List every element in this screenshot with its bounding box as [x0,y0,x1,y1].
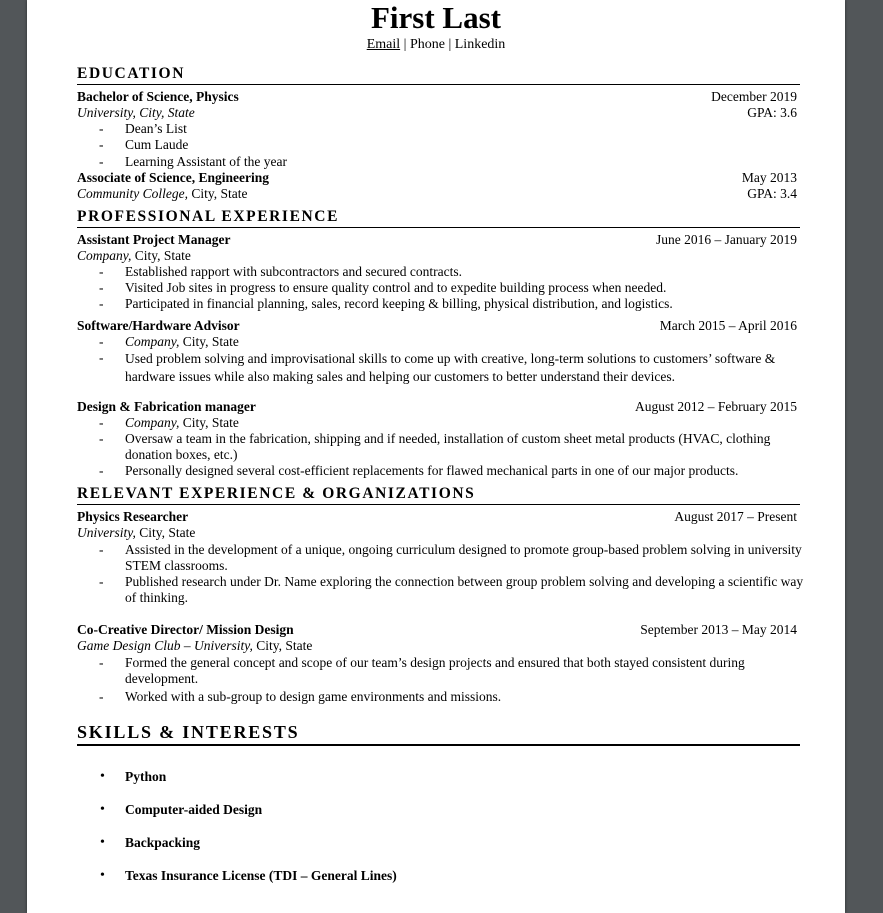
bullet-dash: - [99,689,104,704]
skill-item: Backpacking [125,835,201,850]
linkedin-text: Linkedin [454,37,506,52]
section-heading-education: EDUCATION [77,65,185,82]
company-line [125,334,805,350]
section-divider [77,227,800,228]
org-location: City, State [252,638,313,653]
list-item: Cum Laude [125,137,189,152]
company-location: City, State [179,415,239,430]
bullet-dash: - [99,463,104,478]
job-title: Design & Fabrication manager [77,399,256,414]
section-divider [77,744,800,746]
bullet-dash: - [99,334,104,349]
bullet-dash: - [99,296,104,311]
company-name: Company, [125,334,180,349]
degree-title: Bachelor of Science, Physics [77,89,239,104]
job-title: Software/Hardware Advisor [77,318,240,333]
job-title: Assistant Project Manager [77,232,231,247]
section-heading-relevant: RELEVANT EXPERIENCE & ORGANIZATIONS [77,485,476,502]
degree-title: Associate of Science, Engineering [77,170,269,185]
bullet-dash: - [99,415,104,430]
company-name: Company, [125,415,180,430]
section-heading-professional: PROFESSIONAL EXPERIENCE [77,208,340,225]
company-line [125,415,805,431]
bullet-dash: - [99,574,104,589]
contact-separator: | [448,37,452,52]
skill-item: Python [125,769,167,784]
school-location: City, State [135,105,195,120]
bullet-dash: - [99,655,104,670]
bullet-dash: - [99,542,104,557]
job-title: Physics Researcher [77,509,189,524]
job-title: Co-Creative Director/ Mission Design [77,622,294,637]
list-item: Assisted in the development of a unique, ongoing curriculum designed to promote group-based problem solving in university STEM classrooms. [125,542,802,573]
school-name: University, [77,105,136,120]
bullet-dash: - [99,264,104,279]
section-divider [77,84,800,85]
bullet-dash: - [99,137,104,152]
degree-date: December 2019 [711,89,797,104]
job-date: August 2017 – Present [674,509,797,524]
org-name: University, [77,525,136,540]
list-item: Visited Job sites in progress to ensure quality control and to expedite building process when needed. [125,280,667,295]
org-location: City, State [135,525,196,540]
job-date: September 2013 – May 2014 [640,622,797,637]
list-item: Worked with a sub-group to design game environments and missions. [125,689,502,704]
bullet-dash: - [99,350,104,365]
skill-item: Texas Insurance License (TDI – General Lines) [125,868,397,883]
job-date: March 2015 – April 2016 [659,318,797,333]
org-name: Game Design Club – University, [77,638,253,653]
contact-separator: | [403,37,407,52]
company-location: City, State [131,248,191,263]
bullet-dash: - [99,154,104,169]
degree-date: May 2013 [741,170,797,185]
list-item: Learning Assistant of the year [125,154,287,169]
list-item: Oversaw a team in the fabrication, shipping and if needed, installation of custom sheet metal products (HVAC, clothing donation boxes, etc.) [125,431,771,462]
org-line [77,525,195,541]
section-heading-skills: SKILLS & INTERESTS [77,722,300,742]
phone-text: Phone [409,37,445,52]
company-name: Company, [77,248,132,263]
list-item: Dean’s List [125,121,187,136]
school-location: City, State [188,186,248,201]
bullet-dot: • [100,835,105,850]
contact-line [27,36,845,54]
section-divider [77,504,800,505]
bullet-dot: • [100,769,105,784]
company-line [77,248,191,264]
list-item: Used problem solving and improvisational skills to come up with creative, long-term solutions to customers’ software & hardware issues while also making sales and helping our customers to better understand their devices. [125,351,776,384]
list-item: Formed the general concept and scope of our team’s design projects and ensured that both stayed consistent during development. [125,655,745,686]
bullet-dot: • [100,868,105,883]
org-line [77,638,312,654]
bullet-dash: - [99,431,104,446]
email-link[interactable]: Email [366,37,401,52]
list-item: Published research under Dr. Name exploring the connection between group problem solving and developing a scientific way of thinking. [125,574,804,605]
resume-name: First Last [370,0,501,35]
list-item: Established rapport with subcontractors and secured contracts. [125,264,463,279]
gpa: GPA: 3.4 [747,186,797,201]
company-location: City, State [179,334,239,349]
gpa: GPA: 3.6 [747,105,797,120]
resume-page [27,0,845,913]
list-item: Participated in financial planning, sales, record keeping & billing, physical distribution, and logistics. [125,296,673,311]
bullet-dash: - [99,280,104,295]
school-line [77,105,195,121]
job-date: June 2016 – January 2019 [656,232,797,247]
school-line [77,186,248,202]
school-name: Community College, [77,186,188,201]
bullet-dot: • [100,802,105,817]
job-date: August 2012 – February 2015 [635,399,797,414]
bullet-dash: - [99,121,104,136]
skill-item: Computer-aided Design [125,802,263,817]
list-item: Personally designed several cost-efficient replacements for flawed mechanical parts in one of our major products. [125,463,739,478]
